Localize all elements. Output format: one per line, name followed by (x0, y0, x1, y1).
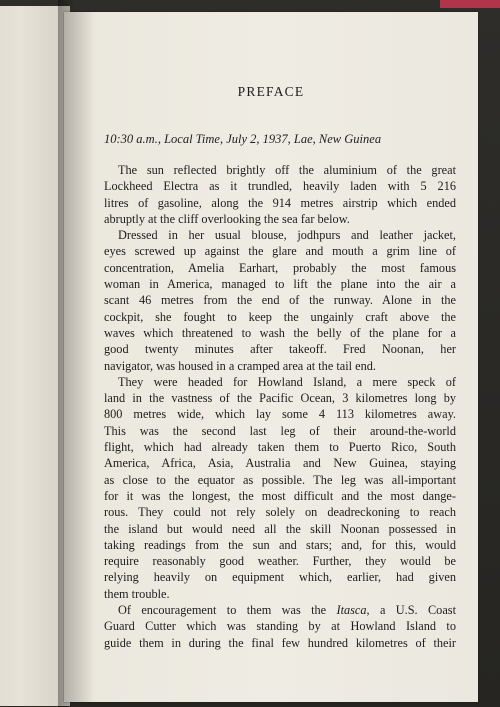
page-curve-shadow (64, 12, 94, 702)
text-line: them trouble. (104, 586, 170, 601)
dateline: 10:30 a.m., Local Time, July 2, 1937, Lae, New Guinea (104, 132, 382, 146)
text-line: require reasonably good weather. Further, they would be (104, 554, 456, 569)
text-line: litres of gasoline, along the 914 metres airstrip which ended (104, 195, 456, 210)
text-line: flight, which had already taken them to Puerto Rico, South (104, 440, 456, 455)
text-line: rous. They could not rely solely on deadreckoning to reach (104, 505, 456, 520)
text-line: woman in America, managed to lift the plane into the air a (104, 277, 456, 292)
text-line: guide them in during the final few hundred kilometres of their (104, 635, 456, 650)
book-cover-edge (440, 0, 500, 8)
text-line: navigator, was housed in a cramped area at the tail end. (104, 358, 376, 373)
paragraph (104, 602, 456, 651)
text-line: taking readings from the sun and stars; and, for this, would (104, 537, 456, 552)
text-line: relying heavily on equipment which, earlier, had given (104, 570, 456, 585)
text-line: as close to the equator as possible. The leg was all-important (104, 472, 456, 487)
text-line: Guard Cutter which was standing by at Howland Island to (104, 619, 456, 634)
text-line: good twenty minutes after takeoff. Fred Noonan, her (104, 342, 456, 357)
text-line: scant 46 metres from the end of the runway. Alone in the (104, 293, 456, 308)
text-line: Dressed in her usual blouse, jodhpurs and leather jacket, (118, 228, 456, 243)
text-line: This was the second last leg of their around-the-world (104, 423, 456, 438)
text-line: Lockheed Electra as it trundled, heavily laden with 5 216 (104, 179, 456, 194)
text-line: eyes screwed up against the glare and mouth a grim line of (104, 244, 456, 259)
paragraph (104, 162, 456, 227)
text-line: the island but would need all the skill Noonan possessed in (104, 521, 456, 536)
text-line: land in the vastness of the Pacific Ocean, 3 kilometres long by (104, 391, 456, 406)
right-page (64, 12, 478, 702)
page-heading: PREFACE (237, 84, 305, 99)
text-line: Of encouragement to them was the Itasca, a U.S. Coast (118, 603, 456, 618)
text-line: America, Africa, Asia, Australia and New Guinea, staying (104, 456, 456, 471)
text-line: 800 metres wide, which lay some 4 113 kilometres away. (104, 407, 456, 422)
paragraph (104, 227, 456, 374)
text-line: cockpit, she fought to keep the ungainly craft above the (104, 309, 456, 324)
text-line: for it was the longest, the most difficult and the most dange- (104, 488, 456, 503)
text-line: concentration, Amelia Earhart, probably the most famous (104, 260, 456, 275)
paragraph (104, 374, 456, 602)
text-line: The sun reflected brightly off the aluminium of the great (118, 163, 456, 177)
text-line: waves which threatened to wash the belly of the plane for a (104, 325, 456, 340)
text-line: They were headed for Howland Island, a mere speck of (118, 374, 456, 389)
preface-body (104, 162, 456, 651)
text-line: abruptly at the cliff overlooking the sea far below. (104, 211, 350, 226)
